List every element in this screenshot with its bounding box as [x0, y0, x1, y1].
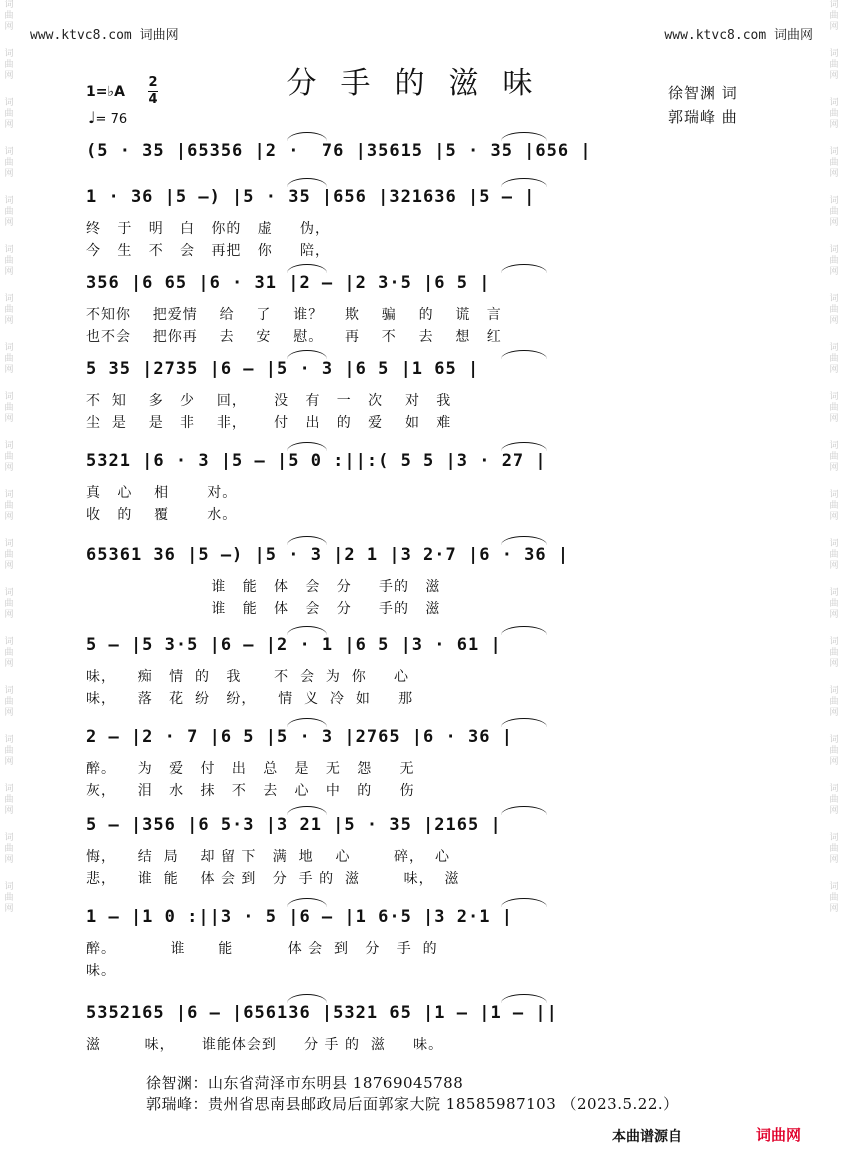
watermark-glyph-group	[4, 637, 13, 670]
watermark-glyph: 曲	[829, 158, 839, 168]
watermark-glyph: 曲	[4, 648, 14, 658]
notation-line: 5 – |356 |6 5·3 |3 21 |5 · 35 |2165 |	[86, 815, 502, 835]
tempo-value: = 76	[95, 112, 128, 127]
slur-mark	[287, 718, 327, 727]
slur-mark	[501, 264, 547, 273]
lyric-line: 谁 能 体 会 分 手的 滋	[86, 579, 441, 595]
watermark-glyph: 网	[829, 659, 839, 669]
watermark-glyph: 网	[829, 610, 839, 620]
watermark-glyph: 网	[4, 855, 14, 865]
watermark-glyph-group	[4, 686, 13, 719]
slur-mark	[287, 264, 327, 273]
watermark-glyph: 词	[829, 588, 839, 598]
watermark-glyph: 网	[4, 757, 14, 767]
watermark-glyph: 词	[4, 784, 14, 794]
watermark-glyph: 曲	[4, 697, 14, 707]
watermark-glyph-group	[4, 490, 13, 523]
watermark-glyph-group	[4, 882, 13, 915]
watermark-glyph: 词	[4, 637, 14, 647]
watermark-glyph-group	[829, 343, 838, 376]
notation-line: 2 – |2 · 7 |6 5 |5 · 3 |2765 |6 · 36 |	[86, 727, 513, 747]
lyric-line: 醉。 谁 能 体 会 到 分 手 的	[86, 941, 438, 957]
watermark-glyph: 网	[4, 463, 14, 473]
watermark-glyph: 网	[829, 904, 839, 914]
site-watermark-right[interactable]: www.ktvc8.com 词曲网	[664, 28, 813, 43]
watermark-glyph: 网	[4, 267, 14, 277]
watermark-glyph: 曲	[829, 844, 839, 854]
watermark-glyph: 曲	[829, 60, 839, 70]
watermark-glyph: 网	[829, 806, 839, 816]
watermark-glyph: 网	[829, 120, 839, 130]
lyric-line: 终 于 明 白 你的 虚 伪，	[86, 221, 331, 237]
watermark-glyph: 网	[829, 561, 839, 571]
watermark-glyph: 词	[4, 539, 14, 549]
watermark-glyph: 曲	[829, 648, 839, 658]
lyric-line: 今 生 不 会 再把 你 陪，	[86, 243, 331, 259]
watermark-glyph: 词	[4, 49, 14, 59]
watermark-glyph: 曲	[4, 403, 14, 413]
song-title: 分手的滋味	[286, 66, 557, 101]
watermark-glyph: 曲	[829, 501, 839, 511]
watermark-glyph: 词	[829, 784, 839, 794]
watermark-glyph-group	[829, 833, 838, 866]
watermark-glyph: 词	[4, 147, 14, 157]
watermark-glyph-group	[829, 882, 838, 915]
watermark-glyph: 曲	[829, 550, 839, 560]
watermark-glyph-group	[829, 245, 838, 278]
slur-mark	[287, 994, 327, 1003]
watermark-glyph: 网	[4, 806, 14, 816]
watermark-glyph: 网	[829, 218, 839, 228]
watermark-glyph: 曲	[4, 501, 14, 511]
watermark-glyph: 曲	[4, 795, 14, 805]
watermark-glyph: 网	[4, 218, 14, 228]
watermark-glyph: 曲	[4, 256, 14, 266]
watermark-glyph: 曲	[829, 256, 839, 266]
slur-mark	[287, 442, 327, 451]
watermark-glyph: 网	[829, 414, 839, 424]
watermark-glyph: 网	[829, 708, 839, 718]
watermark-glyph-group	[4, 245, 13, 278]
watermark-glyph-group	[829, 441, 838, 474]
slur-mark	[501, 626, 547, 635]
watermark-glyph: 曲	[4, 109, 14, 119]
watermark-glyph-group	[4, 98, 13, 131]
watermark-glyph: 词	[829, 441, 839, 451]
watermark-glyph: 词	[4, 343, 14, 353]
watermark-glyph-group	[829, 588, 838, 621]
watermark-glyph: 曲	[4, 354, 14, 364]
watermark-glyph: 曲	[4, 550, 14, 560]
watermark-glyph: 词	[4, 441, 14, 451]
watermark-glyph-group	[4, 0, 13, 33]
watermark-glyph: 曲	[829, 452, 839, 462]
lyric-line: 味。	[86, 963, 116, 979]
watermark-glyph-group	[829, 637, 838, 670]
notation-line: 5 35 |2735 |6 – |5 · 3 |6 5 |1 65 |	[86, 359, 480, 379]
slur-mark	[501, 718, 547, 727]
lyric-line: 谁 能 体 会 分 手的 滋	[86, 601, 441, 617]
watermark-glyph: 曲	[4, 305, 14, 315]
slur-mark	[501, 132, 547, 141]
watermark-glyph: 网	[829, 512, 839, 522]
watermark-glyph: 网	[4, 22, 14, 32]
slur-mark	[287, 536, 327, 545]
lyricist-credit: 徐智渊 词	[668, 84, 738, 102]
watermark-glyph: 网	[4, 904, 14, 914]
watermark-glyph: 网	[4, 365, 14, 375]
watermark-glyph-group	[829, 490, 838, 523]
watermark-glyph: 词	[829, 196, 839, 206]
watermark-glyph: 网	[4, 512, 14, 522]
slur-mark	[501, 350, 547, 359]
watermark-glyph: 词	[4, 294, 14, 304]
slur-mark	[501, 178, 547, 187]
watermark-glyph: 词	[829, 833, 839, 843]
watermark-glyph: 曲	[829, 109, 839, 119]
watermark-glyph-group	[829, 147, 838, 180]
lyric-line: 味， 落 花 纷 纷， 情 义 冷 如 那	[86, 691, 414, 707]
watermark-glyph: 词	[4, 490, 14, 500]
footer-contact-composer: 郭瑞峰：贵州省思南县邮政局后面郭家大院 18585987103 （2023.5.22.）	[146, 1095, 679, 1113]
lyric-line: 悔， 结 局 却 留 下 满 地 心 碎， 心	[86, 849, 450, 865]
watermark-glyph-group	[4, 735, 13, 768]
slur-mark	[501, 806, 547, 815]
meter-bottom: 4	[148, 92, 158, 107]
watermark-glyph: 网	[4, 561, 14, 571]
watermark-glyph: 词	[829, 294, 839, 304]
watermark-glyph: 网	[4, 169, 14, 179]
watermark-glyph: 曲	[4, 60, 14, 70]
notation-line: 5 – |5 3·5 |6 – |2 · 1 |6 5 |3 · 61 |	[86, 635, 502, 655]
slur-mark	[501, 898, 547, 907]
notation-line: 356 |6 65 |6 · 31 |2 – |2 3·5 |6 5 |	[86, 273, 491, 293]
watermark-glyph-group	[829, 0, 838, 33]
site-watermark-left[interactable]: www.ktvc8.com 词曲网	[30, 28, 179, 43]
watermark-glyph: 网	[4, 71, 14, 81]
right-watermark-strip	[827, 0, 841, 1172]
brand-logo-text[interactable]: 词曲网	[756, 1126, 802, 1144]
footer-contact-lyricist: 徐智渊：山东省菏泽市东明县 18769045788	[146, 1074, 464, 1092]
watermark-glyph-group	[4, 441, 13, 474]
watermark-glyph: 词	[4, 0, 14, 10]
watermark-glyph-group	[4, 392, 13, 425]
slur-mark	[287, 350, 327, 359]
slur-mark	[287, 626, 327, 635]
watermark-glyph: 词	[4, 98, 14, 108]
watermark-glyph-group	[4, 294, 13, 327]
watermark-glyph: 词	[829, 98, 839, 108]
lyric-line: 真 心 相 对。	[86, 485, 238, 501]
watermark-glyph-group	[829, 294, 838, 327]
watermark-glyph-group	[829, 784, 838, 817]
watermark-glyph: 词	[829, 147, 839, 157]
watermark-glyph: 词	[829, 686, 839, 696]
meter-top: 2	[148, 75, 158, 90]
notation-line: 65361 36 |5 –) |5 · 3 |2 1 |3 2·7 |6 · 36 |	[86, 545, 570, 565]
watermark-glyph: 词	[4, 833, 14, 843]
watermark-glyph: 词	[4, 882, 14, 892]
watermark-glyph: 曲	[829, 354, 839, 364]
watermark-glyph: 曲	[4, 893, 14, 903]
watermark-glyph: 网	[829, 757, 839, 767]
watermark-glyph: 词	[4, 735, 14, 745]
lyric-line: 收 的 覆 水。	[86, 507, 238, 523]
slur-mark	[501, 994, 547, 1003]
watermark-glyph-group	[4, 343, 13, 376]
watermark-glyph: 网	[829, 267, 839, 277]
watermark-glyph: 词	[4, 245, 14, 255]
watermark-glyph: 曲	[829, 746, 839, 756]
watermark-glyph: 网	[829, 22, 839, 32]
slur-mark	[501, 442, 547, 451]
watermark-glyph-group	[4, 539, 13, 572]
watermark-glyph: 曲	[829, 305, 839, 315]
watermark-glyph: 词	[829, 539, 839, 549]
watermark-glyph-group	[4, 784, 13, 817]
watermark-glyph: 网	[829, 855, 839, 865]
watermark-glyph: 词	[4, 196, 14, 206]
watermark-glyph: 网	[4, 316, 14, 326]
watermark-glyph: 曲	[829, 11, 839, 21]
watermark-glyph: 曲	[4, 599, 14, 609]
slur-mark	[287, 806, 327, 815]
watermark-glyph-group	[829, 392, 838, 425]
watermark-glyph: 曲	[829, 207, 839, 217]
lyric-line: 味， 痴 情 的 我 不 会 为 你 心	[86, 669, 410, 685]
key-signature: 1=♭A	[86, 84, 125, 100]
watermark-glyph: 词	[829, 637, 839, 647]
slur-mark	[287, 898, 327, 907]
tempo-mark	[88, 108, 127, 127]
watermark-glyph-group	[4, 147, 13, 180]
composer-credit: 郭瑞峰 曲	[668, 108, 738, 126]
watermark-glyph: 曲	[4, 452, 14, 462]
watermark-glyph: 曲	[4, 158, 14, 168]
watermark-glyph: 网	[4, 610, 14, 620]
watermark-glyph: 曲	[4, 746, 14, 756]
watermark-glyph: 网	[829, 365, 839, 375]
watermark-glyph-group	[829, 735, 838, 768]
watermark-glyph: 曲	[829, 403, 839, 413]
watermark-glyph: 词	[829, 882, 839, 892]
lyric-line: 滋 味， 谁能体会到 分 手 的 滋 味。	[86, 1037, 444, 1053]
notation-line: 5321 |6 · 3 |5 – |5 0 :||:( 5 5 |3 · 27 |	[86, 451, 547, 471]
watermark-glyph: 词	[829, 490, 839, 500]
watermark-glyph: 词	[829, 245, 839, 255]
time-signature	[148, 76, 158, 107]
watermark-glyph: 词	[4, 686, 14, 696]
watermark-glyph: 词	[829, 392, 839, 402]
watermark-glyph-group	[829, 686, 838, 719]
watermark-glyph: 网	[829, 169, 839, 179]
watermark-glyph: 曲	[829, 599, 839, 609]
watermark-glyph: 曲	[829, 795, 839, 805]
lyric-line: 醉。 为 爱 付 出 总 是 无 怨 无	[86, 761, 415, 777]
watermark-glyph-group	[829, 539, 838, 572]
watermark-glyph: 网	[829, 463, 839, 473]
watermark-glyph-group	[829, 196, 838, 229]
watermark-glyph: 曲	[4, 207, 14, 217]
notation-line: 5352165 |6 – |656136 |5321 65 |1 – |1 – ||	[86, 1003, 558, 1023]
watermark-glyph: 词	[829, 0, 839, 10]
watermark-glyph-group	[4, 833, 13, 866]
lyric-line: 悲， 谁 能 体 会 到 分 手 的 滋 味， 滋	[86, 871, 460, 887]
watermark-glyph: 网	[4, 708, 14, 718]
notation-line: 1 · 36 |5 –) |5 · 35 |656 |321636 |5 – |	[86, 187, 536, 207]
watermark-glyph-group	[4, 196, 13, 229]
lyric-line: 不 知 多 少 回， 没 有 一 次 对 我	[86, 393, 452, 409]
watermark-glyph: 网	[829, 316, 839, 326]
watermark-glyph: 词	[4, 392, 14, 402]
notation-line: (5 · 35 |65356 |2 · 76 |35615 |5 · 35 |656 |	[86, 141, 592, 161]
watermark-glyph: 网	[4, 659, 14, 669]
watermark-glyph: 曲	[4, 11, 14, 21]
quarter-note-icon: ♩	[88, 108, 96, 127]
watermark-glyph: 词	[829, 343, 839, 353]
watermark-glyph-group	[4, 588, 13, 621]
source-label: 本曲谱源自	[612, 1129, 682, 1145]
watermark-glyph: 网	[829, 71, 839, 81]
watermark-glyph: 词	[4, 588, 14, 598]
watermark-glyph: 网	[4, 120, 14, 130]
watermark-glyph-group	[829, 98, 838, 131]
watermark-glyph: 词	[829, 735, 839, 745]
lyric-line: 尘 是 是 非 非， 付 出 的 爱 如 难	[86, 415, 452, 431]
watermark-glyph: 曲	[4, 844, 14, 854]
left-watermark-strip	[2, 0, 16, 1172]
watermark-glyph: 曲	[829, 697, 839, 707]
lyric-line: 不知你 把爱情 给 了 谁？ 欺 骗 的 谎 言	[86, 307, 502, 323]
notation-line: 1 – |1 0 :||3 · 5 |6 – |1 6·5 |3 2·1 |	[86, 907, 513, 927]
watermark-glyph: 网	[4, 414, 14, 424]
slur-mark	[287, 178, 327, 187]
slur-mark	[501, 536, 547, 545]
lyric-line: 也不会 把你再 去 安 慰。 再 不 去 想 红	[86, 329, 502, 345]
slur-mark	[287, 132, 327, 141]
lyric-line: 灰， 泪 水 抹 不 去 心 中 的 伤	[86, 783, 415, 799]
watermark-glyph: 曲	[829, 893, 839, 903]
watermark-glyph: 词	[829, 49, 839, 59]
